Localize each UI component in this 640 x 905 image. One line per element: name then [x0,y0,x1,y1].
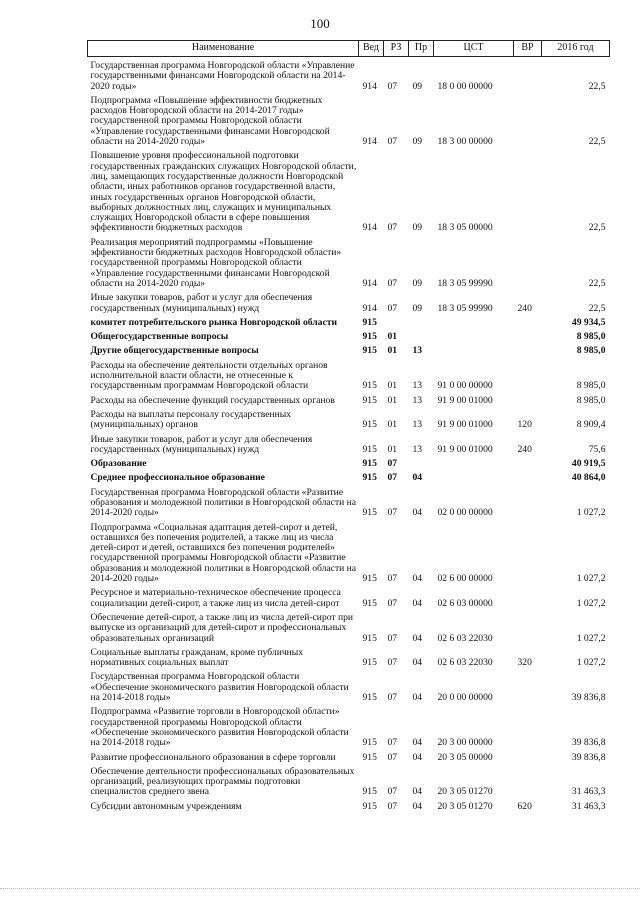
row-cst-cell: 20 3 05 00000 [437,751,493,763]
row-cst-cell: 20 3 05 01270 [437,800,493,812]
row-rz-cell: 01 [387,331,398,343]
row-pr-cell: 04 [412,737,423,749]
row-cst-cell: 02 6 00 00000 [437,573,493,585]
row-pr-cell [409,328,434,342]
row-name-cell: Подпрограмма «Повышение эффективности бюджетных расходов Новгородской области на 2014-2017 годы» государственной программы Новгородской области «Управление государственными финансами Новгородской области на 2014-2020 годы» [90,94,330,148]
budget-table [87,40,610,812]
row-vr-cell [514,519,542,585]
header-name: Наименование [88,41,359,57]
row-rz-cell: 07 [387,737,398,749]
table-row [88,57,610,92]
table-row [88,484,610,519]
row-vr-cell [514,342,542,356]
row-name-cell: Расходы на выплаты персоналу государственных (муниципальных) органов [90,408,292,431]
row-ved-cell: 915 [362,657,377,669]
row-pr-cell: 04 [412,657,423,669]
row-ved-cell: 915 [362,692,377,704]
table-row [88,357,610,392]
row-rz-cell: 07 [387,80,398,92]
row-vr-cell [514,92,542,147]
row-pr-cell: 04 [412,472,423,484]
row-vr-cell [514,703,542,748]
row-sum-cell: 75,6 [588,443,606,455]
table-row [88,668,610,703]
row-pr-cell: 04 [412,573,423,585]
row-sum-cell: 39 836,8 [571,751,606,763]
table-row [88,644,610,669]
row-vr-cell [514,455,542,469]
row-ved-cell: 915 [362,751,377,763]
row-name-cell: Подпрограмма «Социальная адаптация детей-сирот и детей, оставшихся без попечения родителей, а также лиц из числа детей-сирот и детей, оставшихся без попечения родителей» государственной программы Новгородской области «Развитие образования и молодежной политики в Новгородской области на 2014-2020 годы» [90,521,357,585]
row-vr-cell [514,328,542,342]
row-sum-cell: 22,5 [588,302,606,314]
row-cst-cell [434,328,514,342]
table-row [88,469,610,483]
row-rz-cell: 01 [387,394,398,406]
row-rz-cell: 07 [387,632,398,644]
row-ved-cell: 915 [362,394,377,406]
row-cst-cell: 18 3 05 99990 [437,277,493,289]
row-pr-cell: 09 [412,136,423,148]
row-name-cell: Обеспечение деятельности профессиональных образовательных организаций, реализующих программы подготовки специалистов среднего звена [90,765,355,798]
header-vr: ВР [514,41,542,57]
row-ved-cell: 914 [362,222,377,234]
row-cst-cell: 20 3 05 01270 [437,786,493,798]
row-pr-cell: 13 [412,443,423,455]
header-pr: Пр [409,41,434,57]
row-vr-cell [514,668,542,703]
row-ved-cell: 915 [362,737,377,749]
table-row [88,584,610,609]
scan-artifact-line [0,888,640,889]
row-ved-cell: 915 [362,800,377,812]
row-rz-cell: 01 [387,419,398,431]
row-ved-cell: 915 [362,458,377,470]
row-rz-cell: 07 [387,136,398,148]
row-rz-cell: 07 [387,692,398,704]
table-row [88,392,610,406]
row-rz-cell: 07 [387,277,398,289]
row-name-cell: Повышение уровня профессиональной подготовки государственных гражданских служащих Новгородской области, лиц, замещающих государственные должности Новгородской области, иных работников органов государственной власти, иных государственных органов Новгородской области, выборных должностных лиц, служащих и муниципальных служащих Новгородской области в сфере повышения эффективности бюджетных расходов [90,150,357,234]
row-vr-cell [514,763,542,798]
row-cst-cell: 02 6 03 22030 [437,632,493,644]
row-sum-cell: 8 985,0 [576,380,606,392]
row-sum-cell: 8 985,0 [576,345,606,357]
row-name-cell: Другие общегосударственные вопросы [90,345,259,357]
table-body [88,57,610,813]
row-pr-cell: 13 [412,419,423,431]
row-name-cell: Общегосударственные вопросы [90,331,229,343]
row-vr-cell: 120 [517,419,532,431]
row-pr-cell: 09 [412,222,423,234]
row-pr-cell: 04 [412,751,423,763]
row-name-cell: Социальные выплаты гражданам, кроме публичных нормативных социальных выплат [90,646,304,669]
row-ved-cell: 915 [362,419,377,431]
row-rz-cell: 07 [387,507,398,519]
row-rz-cell: 07 [387,597,398,609]
row-cst-cell: 18 3 05 00000 [437,222,493,234]
row-vr-cell [514,609,542,644]
row-name-cell: Субсидии автономным учреждениям [90,800,242,812]
row-pr-cell: 04 [412,786,423,798]
table-row [88,234,610,289]
row-name-cell: комитет потребительского рынка Новгородской области [90,316,337,328]
row-rz-cell: 07 [387,657,398,669]
row-cst-cell: 18 0 00 00000 [437,80,493,92]
row-ved-cell: 915 [362,472,377,484]
row-name-cell: Реализация мероприятий подпрограммы «Повышение эффективности бюджетных расходов Новгородской области» государственной программы Новгородской области «Управление государственными финансами Новгородской области на 2014-2020 годы» [90,236,342,289]
header-cst: ЦСТ [434,41,514,57]
row-sum-cell: 22,5 [588,222,606,234]
table-row [88,289,610,314]
row-sum-cell: 22,5 [588,136,606,148]
row-pr-cell: 13 [412,380,423,392]
row-name-cell: Подпрограмма «Развитие торговли в Новгородской области» государственной программы Новгородской области «Обеспечение экономического развития Новгородской области на 2014-2018 годы» [90,706,349,749]
header-ved: Вед [359,41,384,57]
row-cst-cell: 91 9 00 01000 [437,394,493,406]
row-rz-cell: 01 [387,345,398,357]
row-ved-cell: 915 [362,507,377,519]
row-name-cell: Государственная программа Новгородской области «Обеспечение экономического развития Новгородской области на 2014-2018 годы» [90,671,349,704]
row-ved-cell: 914 [362,302,377,314]
row-sum-cell: 22,5 [588,277,606,289]
row-rz-cell: 07 [387,302,398,314]
row-vr-cell [514,357,542,392]
row-rz-cell: 07 [387,786,398,798]
row-cst-cell: 02 6 03 22030 [437,657,493,669]
row-vr-cell: 240 [517,302,532,314]
row-name-cell: Ресурсное и материально-техническое обеспечение процесса социализации детей-сирот, а также лиц из числа детей-сирот [90,587,341,609]
row-pr-cell: 09 [412,302,423,314]
row-rz-cell: 07 [387,458,398,470]
row-sum-cell: 1 027,2 [576,507,606,519]
row-vr-cell [514,392,542,406]
table-header-row [88,41,610,57]
row-ved-cell: 915 [362,786,377,798]
row-ved-cell: 915 [362,632,377,644]
row-pr-cell: 09 [412,277,423,289]
row-pr-cell: 13 [412,394,423,406]
row-sum-cell: 39 836,8 [571,737,606,749]
row-name-cell: Развитие профессионального образования в сфере торговли [90,751,336,763]
row-rz-cell: 01 [387,380,398,392]
table-row [88,147,610,233]
row-ved-cell: 915 [362,597,377,609]
table-row [88,431,610,456]
header-year: 2016 год [542,41,610,57]
row-cst-cell [434,314,514,328]
table-row [88,519,610,585]
row-name-cell: Государственная программа Новгородской области «Развитие образования и молодежной политики в Новгородской области на 2014-2020 годы» [90,486,357,519]
table-row [88,609,610,644]
row-sum-cell: 40 919,5 [571,458,606,470]
row-sum-cell: 39 836,8 [571,692,606,704]
row-vr-cell [514,584,542,609]
row-cst-cell: 91 9 00 01000 [437,443,493,455]
row-vr-cell [514,314,542,328]
row-ved-cell: 915 [362,573,377,585]
row-ved-cell: 915 [362,331,377,343]
row-pr-cell [409,455,434,469]
row-name-cell: Государственная программа Новгородской области «Управление государственными финансами Новгородской области на 2014-2020 годы» [90,60,355,92]
table-row [88,763,610,798]
row-vr-cell [514,147,542,233]
table-row [88,314,610,328]
row-pr-cell: 04 [412,632,423,644]
row-ved-cell: 915 [362,380,377,392]
row-vr-cell: 320 [517,657,532,669]
row-ved-cell: 915 [362,316,377,328]
row-rz-cell: 01 [387,443,398,455]
row-rz-cell: 07 [387,800,398,812]
row-name-cell: Расходы на обеспечение деятельности отдельных органов исполнительной власти области, не отнесенные к государственным программам Новгородской области [90,359,328,392]
row-sum-cell: 49 934,5 [571,316,606,328]
row-pr-cell: 04 [412,507,423,519]
row-vr-cell [514,57,542,92]
row-cst-cell: 91 9 00 01000 [437,419,493,431]
row-rz-cell: 07 [387,222,398,234]
row-name-cell: Обеспечение детей-сирот, а также лиц из числа детей-сирот при выпуске из организаций для детей-сирот и профессиональных образовательных организаций [90,611,354,644]
row-ved-cell: 915 [362,443,377,455]
row-pr-cell: 13 [412,345,423,357]
row-pr-cell: 04 [412,800,423,812]
row-pr-cell [409,314,434,328]
header-rz: РЗ [384,41,409,57]
row-cst-cell: 20 3 00 00000 [437,737,493,749]
row-ved-cell: 914 [362,136,377,148]
table-row [88,455,610,469]
table-row [88,749,610,763]
row-rz-cell [384,314,409,328]
row-vr-cell: 240 [517,443,532,455]
row-ved-cell: 914 [362,277,377,289]
row-vr-cell [514,469,542,483]
row-rz-cell: 07 [387,573,398,585]
row-cst-cell [434,342,514,356]
row-sum-cell: 31 463,3 [571,800,606,812]
row-pr-cell: 04 [412,597,423,609]
page-number: 100 [310,16,330,31]
row-rz-cell: 07 [387,472,398,484]
row-pr-cell: 04 [412,692,423,704]
row-cst-cell [434,469,514,483]
row-pr-cell: 09 [412,80,423,92]
row-ved-cell: 914 [362,80,377,92]
table-row [88,798,610,812]
row-sum-cell: 40 864,0 [571,472,606,484]
table-row [88,342,610,356]
row-vr-cell [514,484,542,519]
table-row [88,328,610,342]
row-sum-cell: 1 027,2 [576,597,606,609]
row-cst-cell: 18 3 00 00000 [437,136,493,148]
table-row [88,406,610,431]
row-sum-cell: 8 985,0 [576,331,606,343]
table-row [88,92,610,147]
row-sum-cell: 8 909,4 [576,419,606,431]
row-sum-cell: 1 027,2 [576,657,606,669]
row-name-cell: Образование [90,458,147,470]
row-name-cell: Расходы на обеспечение функций государственных органов [90,394,335,406]
row-name-cell: Иные закупки товаров, работ и услуг для обеспечения государственных (муниципальных) нужд [90,433,313,455]
row-sum-cell: 8 985,0 [576,394,606,406]
row-name-cell: Среднее профессиональное образование [90,472,265,484]
row-cst-cell: 02 0 00 00000 [437,507,493,519]
row-ved-cell: 915 [362,345,377,357]
row-vr-cell [514,749,542,763]
row-vr-cell [514,234,542,289]
row-rz-cell: 07 [387,751,398,763]
row-cst-cell: 02 6 03 00000 [437,597,493,609]
row-sum-cell: 1 027,2 [576,573,606,585]
row-vr-cell: 620 [517,800,532,812]
row-name-cell: Иные закупки товаров, работ и услуг для обеспечения государственных (муниципальных) нужд [90,292,313,314]
row-sum-cell: 1 027,2 [576,632,606,644]
table-row [88,703,610,748]
row-cst-cell: 91 0 00 00000 [437,380,493,392]
row-sum-cell: 31 463,3 [571,786,606,798]
row-sum-cell: 22,5 [588,80,606,92]
row-cst-cell: 20 0 00 00000 [437,692,493,704]
row-cst-cell [434,455,514,469]
row-cst-cell: 18 3 05 99990 [437,302,493,314]
